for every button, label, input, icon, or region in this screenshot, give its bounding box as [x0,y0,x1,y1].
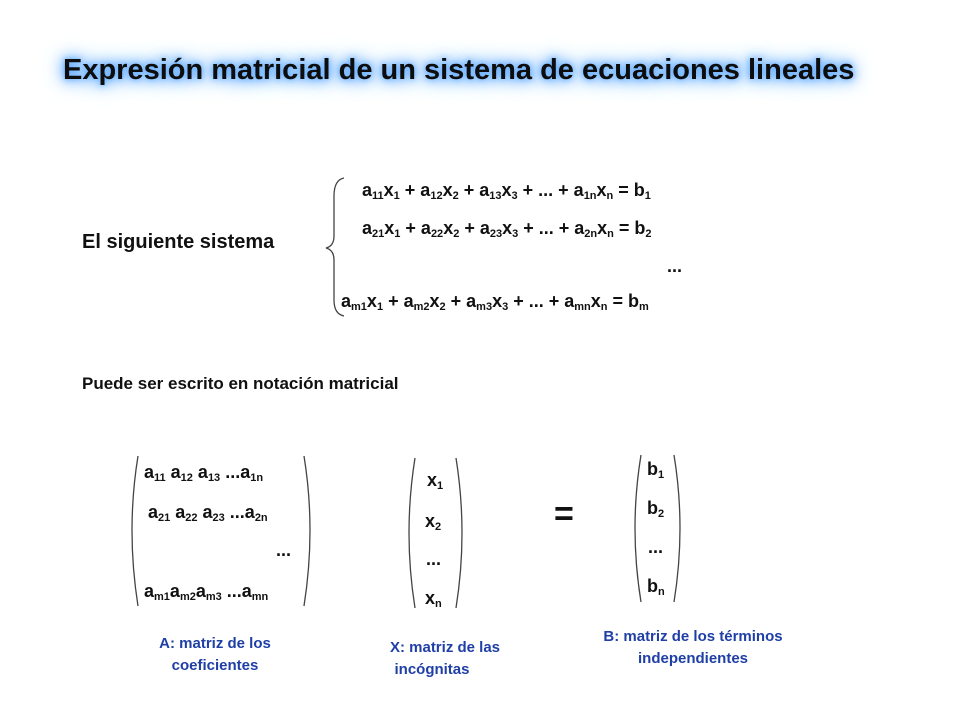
matrix-b-caption: B: matriz de los términos independientes [603,628,783,667]
matrix-b-row-2: $b_2$ [647,498,665,520]
equals-sign: = [554,495,574,533]
matrix-b-row-1: $b_1$ [647,459,665,481]
system-row-m: $a_{m1}x_1 + a_{m2}x_2 + a_{m3}x_3$ + ... + $a_{mn}x_n = b_m$ [341,291,649,313]
system-row-1: $a_{11}x_1 + a_{12}x_2 + a_{13}x_3$ + ... + $a_{1n}x_n = b_1$ [362,180,651,202]
matrix-notation-text: Puede ser escrito en notación matricial [82,374,399,393]
matrix-b-row-ellipsis: ... [648,537,664,557]
matrix-a-row-1: $a_{11}$ $a_{12}$ $a_{13}$ $...a_{1n}$ [144,462,264,484]
matrix-a-row-2: $a_{21}$ $a_{22}$ $a_{23}$ $...a_{2n}$ [148,502,268,524]
intro-text: El siguiente sistema [82,231,275,253]
system-row-ellipsis: ... [667,256,683,276]
matrix-a-right-paren [304,456,310,606]
matrix-b-row-n: $b_n$ [647,576,665,598]
matrix-x-row-2: $x_2$ [425,511,442,533]
matrix-x-row-ellipsis: ... [426,549,442,569]
matrix-a-row-m: $a_{m1}a_{m2}a_{m3}$ $...a_{mn}$ [144,581,269,603]
matrix-a-caption: A: matriz de los coeficientes [159,635,271,674]
matrix-b-right-paren [674,455,680,602]
matrix-x-left-paren [409,458,415,608]
matrix-b-left-paren [635,455,641,602]
matrix-a-left-paren [132,456,138,606]
system-row-2: $a_{21}x_1 + a_{22}x_2 + a_{23}x_3$ + ... + $a_{2n}x_n = b_2$ [362,218,652,240]
matrix-x-right-paren [456,458,462,608]
slide-title: Expresión matricial de un sistema de ecuaciones lineales [63,54,855,86]
matrix-x-row-n: $x_n$ [425,588,442,610]
matrix-a-row-ellipsis: ... [276,540,292,560]
matrix-x-row-1: $x_1$ [427,470,444,492]
matrix-x-caption: X: matriz de las incógnitas [389,639,501,678]
